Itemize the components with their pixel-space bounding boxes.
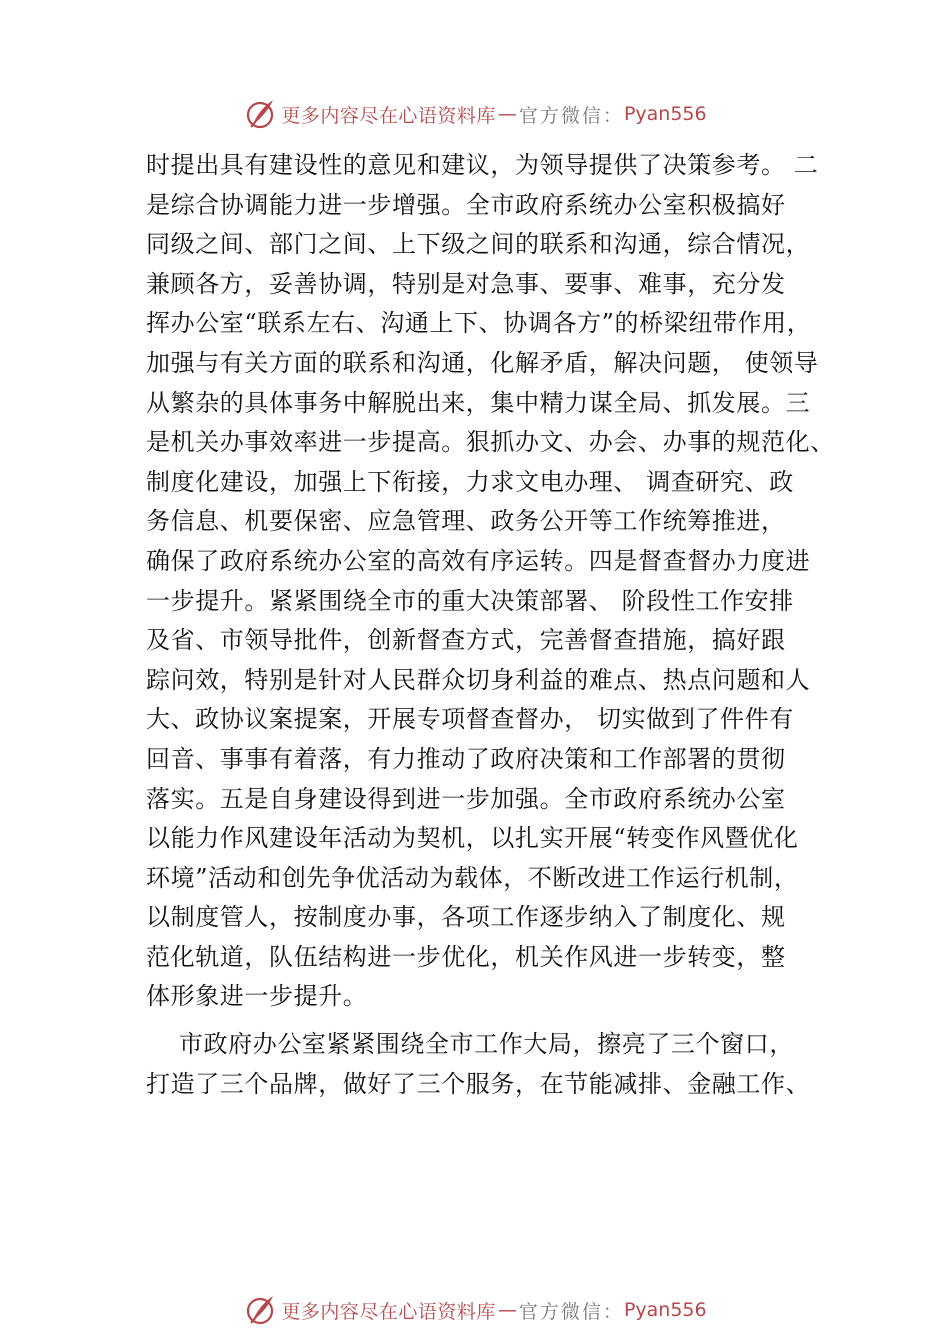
text-line: 兼顾各方，妥善协调，特别是对急事、要事、难事，充分发 [146,269,786,298]
text-line: 同级之间、部门之间、上下级之间的联系和沟通，综合情况， [146,230,811,259]
header-watermark [0,94,950,134]
text-line: 体形象进一步提升。 [146,982,368,1011]
text-line: 环境”活动和创先争优活动为载体，不断改进工作运行机制， [146,863,799,892]
watermark-label: 官方微信： [518,1300,624,1323]
feather-pen-seal-icon [243,1293,277,1327]
text-line: 加强与有关方面的联系和沟通，化解矛盾，解决问题， 使领导 [146,348,819,377]
watermark-separator: — [497,103,517,125]
watermark-separator: — [497,1299,517,1321]
document-body [146,146,836,1104]
paragraph-line: 打造了三个品牌，做好了三个服务，在节能减排、金融工作、 [146,1069,811,1098]
text-line: 是机关办事效率进一步提高。狠抓办文、办会、办事的规范化、 [146,428,835,457]
text-line: 是综合协调能力进一步增强。全市政府系统办公室积极搞好 [146,190,786,219]
text-line: 挥办公室“联系左右、沟通上下、协调各方”的桥梁纽带作用， [146,309,812,338]
paragraph-line: 市政府办公室紧紧围绕全市工作大局，擦亮了三个窗口， [146,1030,794,1059]
text-line: 确保了政府系统办公室的高效有序运转。四是督查督办力度进 [146,546,811,575]
text-line: 务信息、机要保密、应急管理、政务公开等工作统筹推进， [146,507,786,536]
watermark-label: 官方微信： [518,104,624,127]
text-line: 时提出具有建设性的意见和建议，为领导提供了决策参考。 二 [146,151,819,179]
text-line: 从繁杂的具体事务中解脱出来，集中精力谋全局、抓发展。三 [146,388,811,417]
feather-pen-seal-icon [243,97,277,131]
text-line: 制度化建设，加强上下衔接，力求文电办理、 调查研究、政 [146,467,794,496]
text-line: 以制度管人，按制度办事，各项工作逐步纳入了制度化、规 [146,903,786,932]
text-line: 及省、市领导批件，创新督查方式，完善督查措施，搞好跟 [146,626,786,655]
footer-watermark [0,1290,950,1330]
text-line: 以能力作风建设年活动为契机，以扎实开展“转变作风暨优化 [146,824,799,853]
watermark-brand: 更多内容尽在心语资料库 [281,1300,496,1323]
text-line: 一步提升。紧紧围绕全市的重大决策部署、 阶段性工作安排 [146,586,794,615]
text-line: 范化轨道，队伍结构进一步优化，机关作风进一步转变，整 [146,942,786,971]
text-line: 回音、事事有着落，有力推动了政府决策和工作部署的贯彻 [146,744,786,773]
watermark-wechat-id: Pyan556 [623,103,707,125]
text-line: 踪问效，特别是针对人民群众切身利益的难点、热点问题和人 [146,665,811,694]
text-line: 大、政协议案提案，开展专项督查督办， 切实做到了件件有 [146,705,794,734]
watermark-wechat-id: Pyan556 [623,1299,707,1321]
text-line: 落实。五是自身建设得到进一步加强。全市政府系统办公室 [146,784,786,813]
watermark-brand: 更多内容尽在心语资料库 [281,104,496,127]
